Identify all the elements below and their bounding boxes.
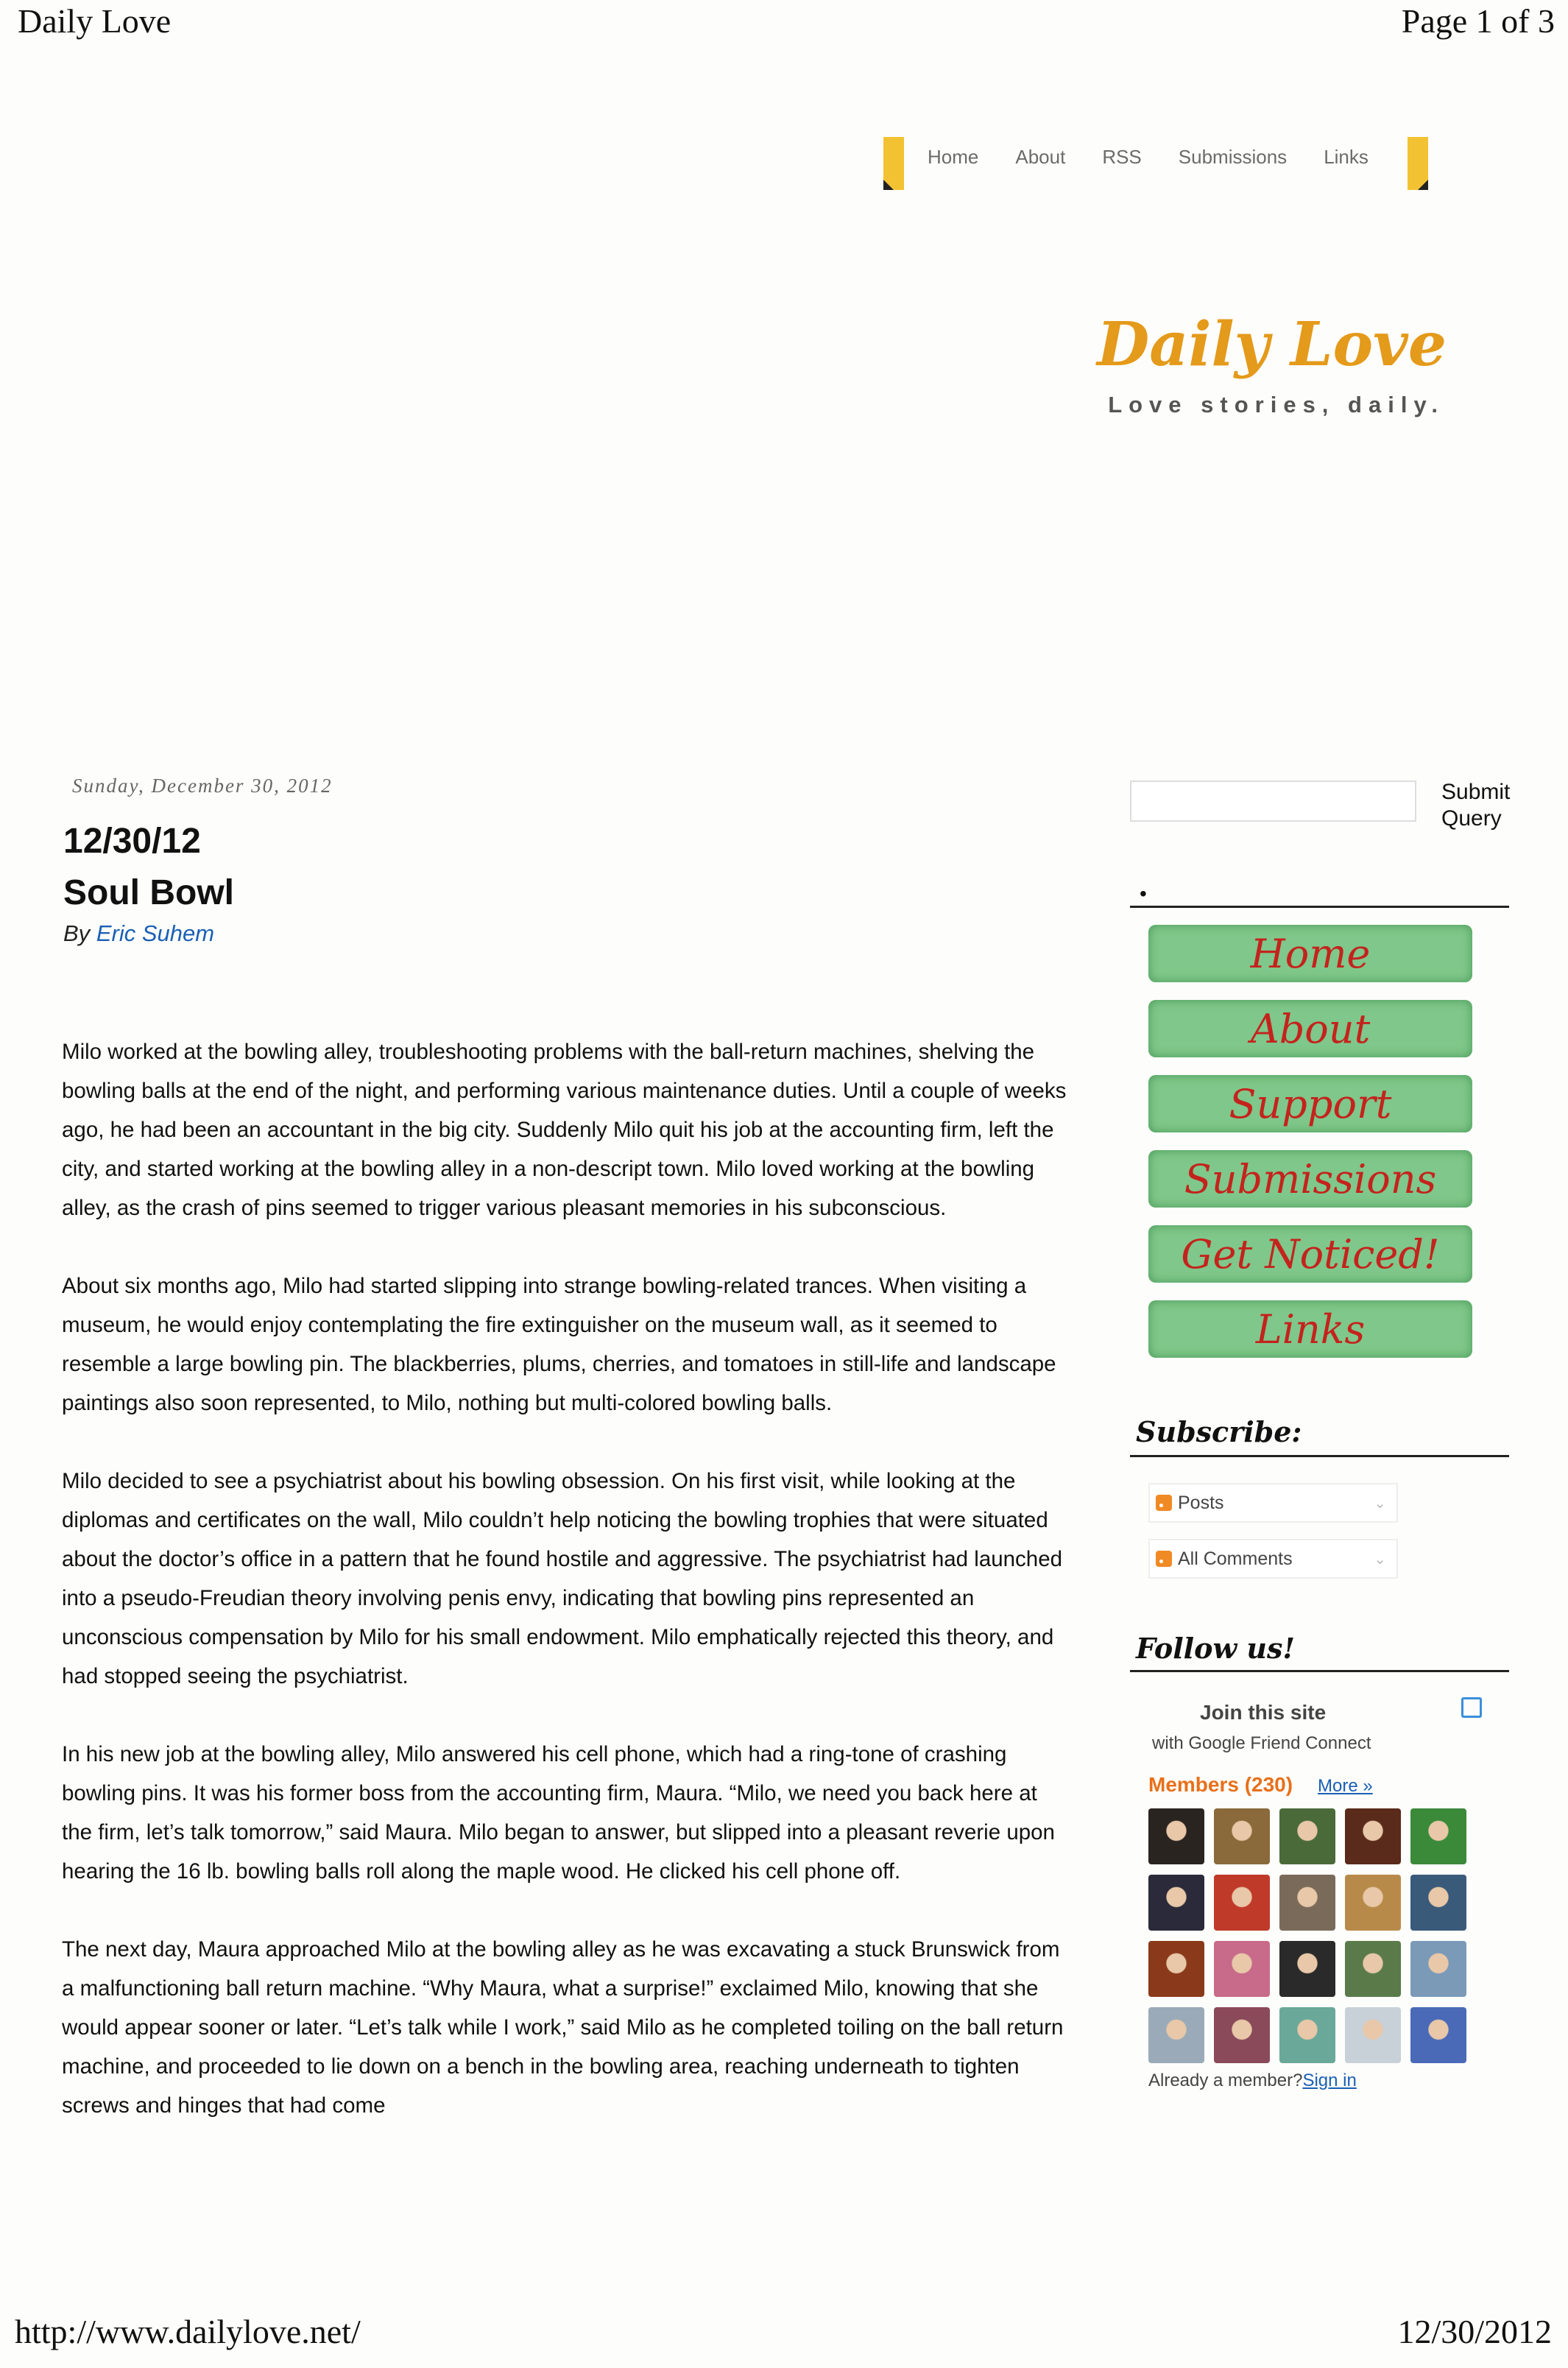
post-paragraph: About six months ago, Milo had started slipping into strange bowling-related trances. When visiting a museum, he would enjoy contemplating the fire extinguisher on the museum wall, as it seemed to resemble a large bowling pin. The blackberries, plums, cherries, and tomatoes in still-life and landscape paintings also soon represented, to Milo, nothing but multi-colored bowling balls. (62, 1274, 1056, 1415)
member-avatar[interactable] (1279, 1941, 1335, 1997)
member-avatar[interactable] (1410, 2007, 1466, 2063)
rss-icon (1156, 1551, 1172, 1567)
member-avatar[interactable] (1148, 2007, 1204, 2063)
members-count: Members (230) (1148, 1773, 1293, 1796)
byline-label: By (63, 920, 91, 946)
banner-get-noticed[interactable]: Get Noticed! (1148, 1225, 1472, 1283)
print-footer-date: 12/30/2012 (1397, 2313, 1552, 2350)
member-avatar[interactable] (1279, 2007, 1335, 2063)
already-member (1148, 2071, 1357, 2091)
rss-icon (1156, 1495, 1172, 1511)
nav-left-cap (883, 137, 904, 190)
banner-submissions[interactable]: Submissions (1148, 1150, 1472, 1208)
member-avatar[interactable] (1279, 1875, 1335, 1931)
nav-item-links[interactable]: Links (1324, 146, 1369, 168)
banner-support[interactable]: Support (1148, 1075, 1472, 1132)
sign-in-link[interactable]: Sign in (1302, 2071, 1357, 2090)
post-byline (63, 920, 214, 947)
post-title-name: Soul Bowl (63, 873, 234, 912)
follow-heading: Follow us! (1136, 1632, 1296, 1665)
members-more-link[interactable]: More » (1318, 1776, 1373, 1796)
nav-item-submissions[interactable]: Submissions (1178, 146, 1288, 168)
join-site-text[interactable]: Join this site (1200, 1701, 1327, 1724)
search-input[interactable] (1130, 780, 1416, 822)
subscribe-heading: Subscribe: (1136, 1415, 1302, 1448)
already-member-text: Already a member? (1148, 2071, 1303, 2090)
member-avatar[interactable] (1345, 1941, 1401, 1997)
banner-about[interactable]: About (1148, 1000, 1472, 1057)
post-date: Sunday, December 30, 2012 (72, 775, 333, 797)
member-avatar[interactable] (1410, 1941, 1466, 1997)
subscribe-posts-label: Posts (1178, 1492, 1224, 1513)
member-avatar[interactable] (1410, 1808, 1466, 1864)
post-title (63, 816, 234, 919)
blog-title[interactable]: Daily Love (1097, 309, 1447, 380)
member-avatar[interactable] (1148, 1875, 1204, 1931)
member-avatar[interactable] (1279, 1808, 1335, 1864)
popout-icon[interactable] (1461, 1697, 1482, 1718)
member-avatar-grid (1148, 1808, 1472, 2063)
member-avatar[interactable] (1214, 1875, 1270, 1931)
top-nav (883, 133, 1428, 191)
chevron-down-icon: ⌄ (1374, 1551, 1386, 1568)
member-avatar[interactable] (1345, 2007, 1401, 2063)
sidebar-divider (1130, 906, 1509, 908)
member-avatar[interactable] (1148, 1808, 1204, 1864)
follow-divider (1130, 1670, 1509, 1672)
banner-home[interactable]: Home (1148, 925, 1472, 982)
blog-tagline: Love stories, daily. (1108, 392, 1444, 417)
gfc-text: with Google Friend Connect (1152, 1733, 1371, 1753)
post-paragraph: In his new job at the bowling alley, Milo answered his cell phone, which had a ring-tone of crashing bowling pins. It was his former boss from the accounting firm, Maura. “Milo, we need you back here at the firm, let’s talk tomorrow,” said Maura. Milo began to answer, but slipped into a pleasant reverie upon hearing the 16 lb. bowling balls roll along the maple wood. He clicked his cell phone off. (62, 1742, 1055, 1884)
subscribe-posts[interactable] (1148, 1483, 1398, 1523)
member-avatar[interactable] (1345, 1875, 1401, 1931)
member-avatar[interactable] (1410, 1875, 1466, 1931)
print-header-title: Daily Love (18, 2, 172, 40)
nav-right-cap (1408, 137, 1428, 190)
submit-query-button[interactable]: Submit Query (1441, 780, 1511, 831)
subscribe-comments[interactable] (1148, 1539, 1398, 1579)
banner-links[interactable]: Links (1148, 1300, 1472, 1358)
subscribe-divider (1130, 1455, 1509, 1457)
post-paragraph: The next day, Maura approached Milo at the bowling alley as he was excavating a stuck Brunswick from a malfunctioning ball return machine. “Why Maura, what a surprise!” exclaimed Milo, knowing that she would appear sooner or later. “Let’s talk while I work,” said Milo as he completed toiling on the ball return machine, and proceeded to lie down on a bench in the bowling area, reaching underneath to tighten screws and hinges that had come (62, 1937, 1064, 2118)
member-avatar[interactable] (1214, 2007, 1270, 2063)
print-header-page: Page 1 of 3 (1401, 2, 1555, 40)
member-avatar[interactable] (1148, 1941, 1204, 1997)
post-body (62, 1032, 1070, 2164)
member-avatar[interactable] (1214, 1941, 1270, 1997)
sidebar-bullet: • (1140, 882, 1147, 905)
post-title-date: 12/30/12 (63, 822, 201, 861)
nav-item-home[interactable]: Home (928, 146, 979, 168)
post-paragraph: Milo worked at the bowling alley, troubleshooting problems with the ball-return machines, shelving the bowling balls at the end of the night, and performing various maintenance duties. Until a couple of weeks ago, he had been an accountant in the big city. Suddenly Milo quit his job at the accounting firm, left the city, and started working at the bowling alley in a non-descript town. Milo loved working at the bowling alley, as the crash of pins seemed to trigger various pleasant memories in his subconscious. (62, 1040, 1067, 1220)
nav-item-rss[interactable]: RSS (1102, 146, 1142, 168)
subscribe-comments-label: All Comments (1178, 1548, 1293, 1569)
author-link[interactable]: Eric Suhem (96, 920, 215, 946)
member-avatar[interactable] (1345, 1808, 1401, 1864)
print-footer-url: http://www.dailylove.net/ (15, 2313, 361, 2350)
nav-item-about[interactable]: About (1015, 146, 1066, 168)
post-paragraph: Milo decided to see a psychiatrist about his bowling obsession. On his first visit, while looking at the diplomas and certificates on the wall, Milo couldn’t help noticing the bowling trophies that were situated about the doctor’s office in a pattern that he found hostile and aggressive. The psychiatrist had launched into a pseudo-Freudian theory involving penis envy, indicating that bowling pins represented an unconscious compensation by Milo for his small endowment. Milo emphatically rejected this theory, and had stopped seeing the psychiatrist. (62, 1469, 1063, 1688)
chevron-down-icon: ⌄ (1374, 1495, 1386, 1512)
member-avatar[interactable] (1214, 1808, 1270, 1864)
